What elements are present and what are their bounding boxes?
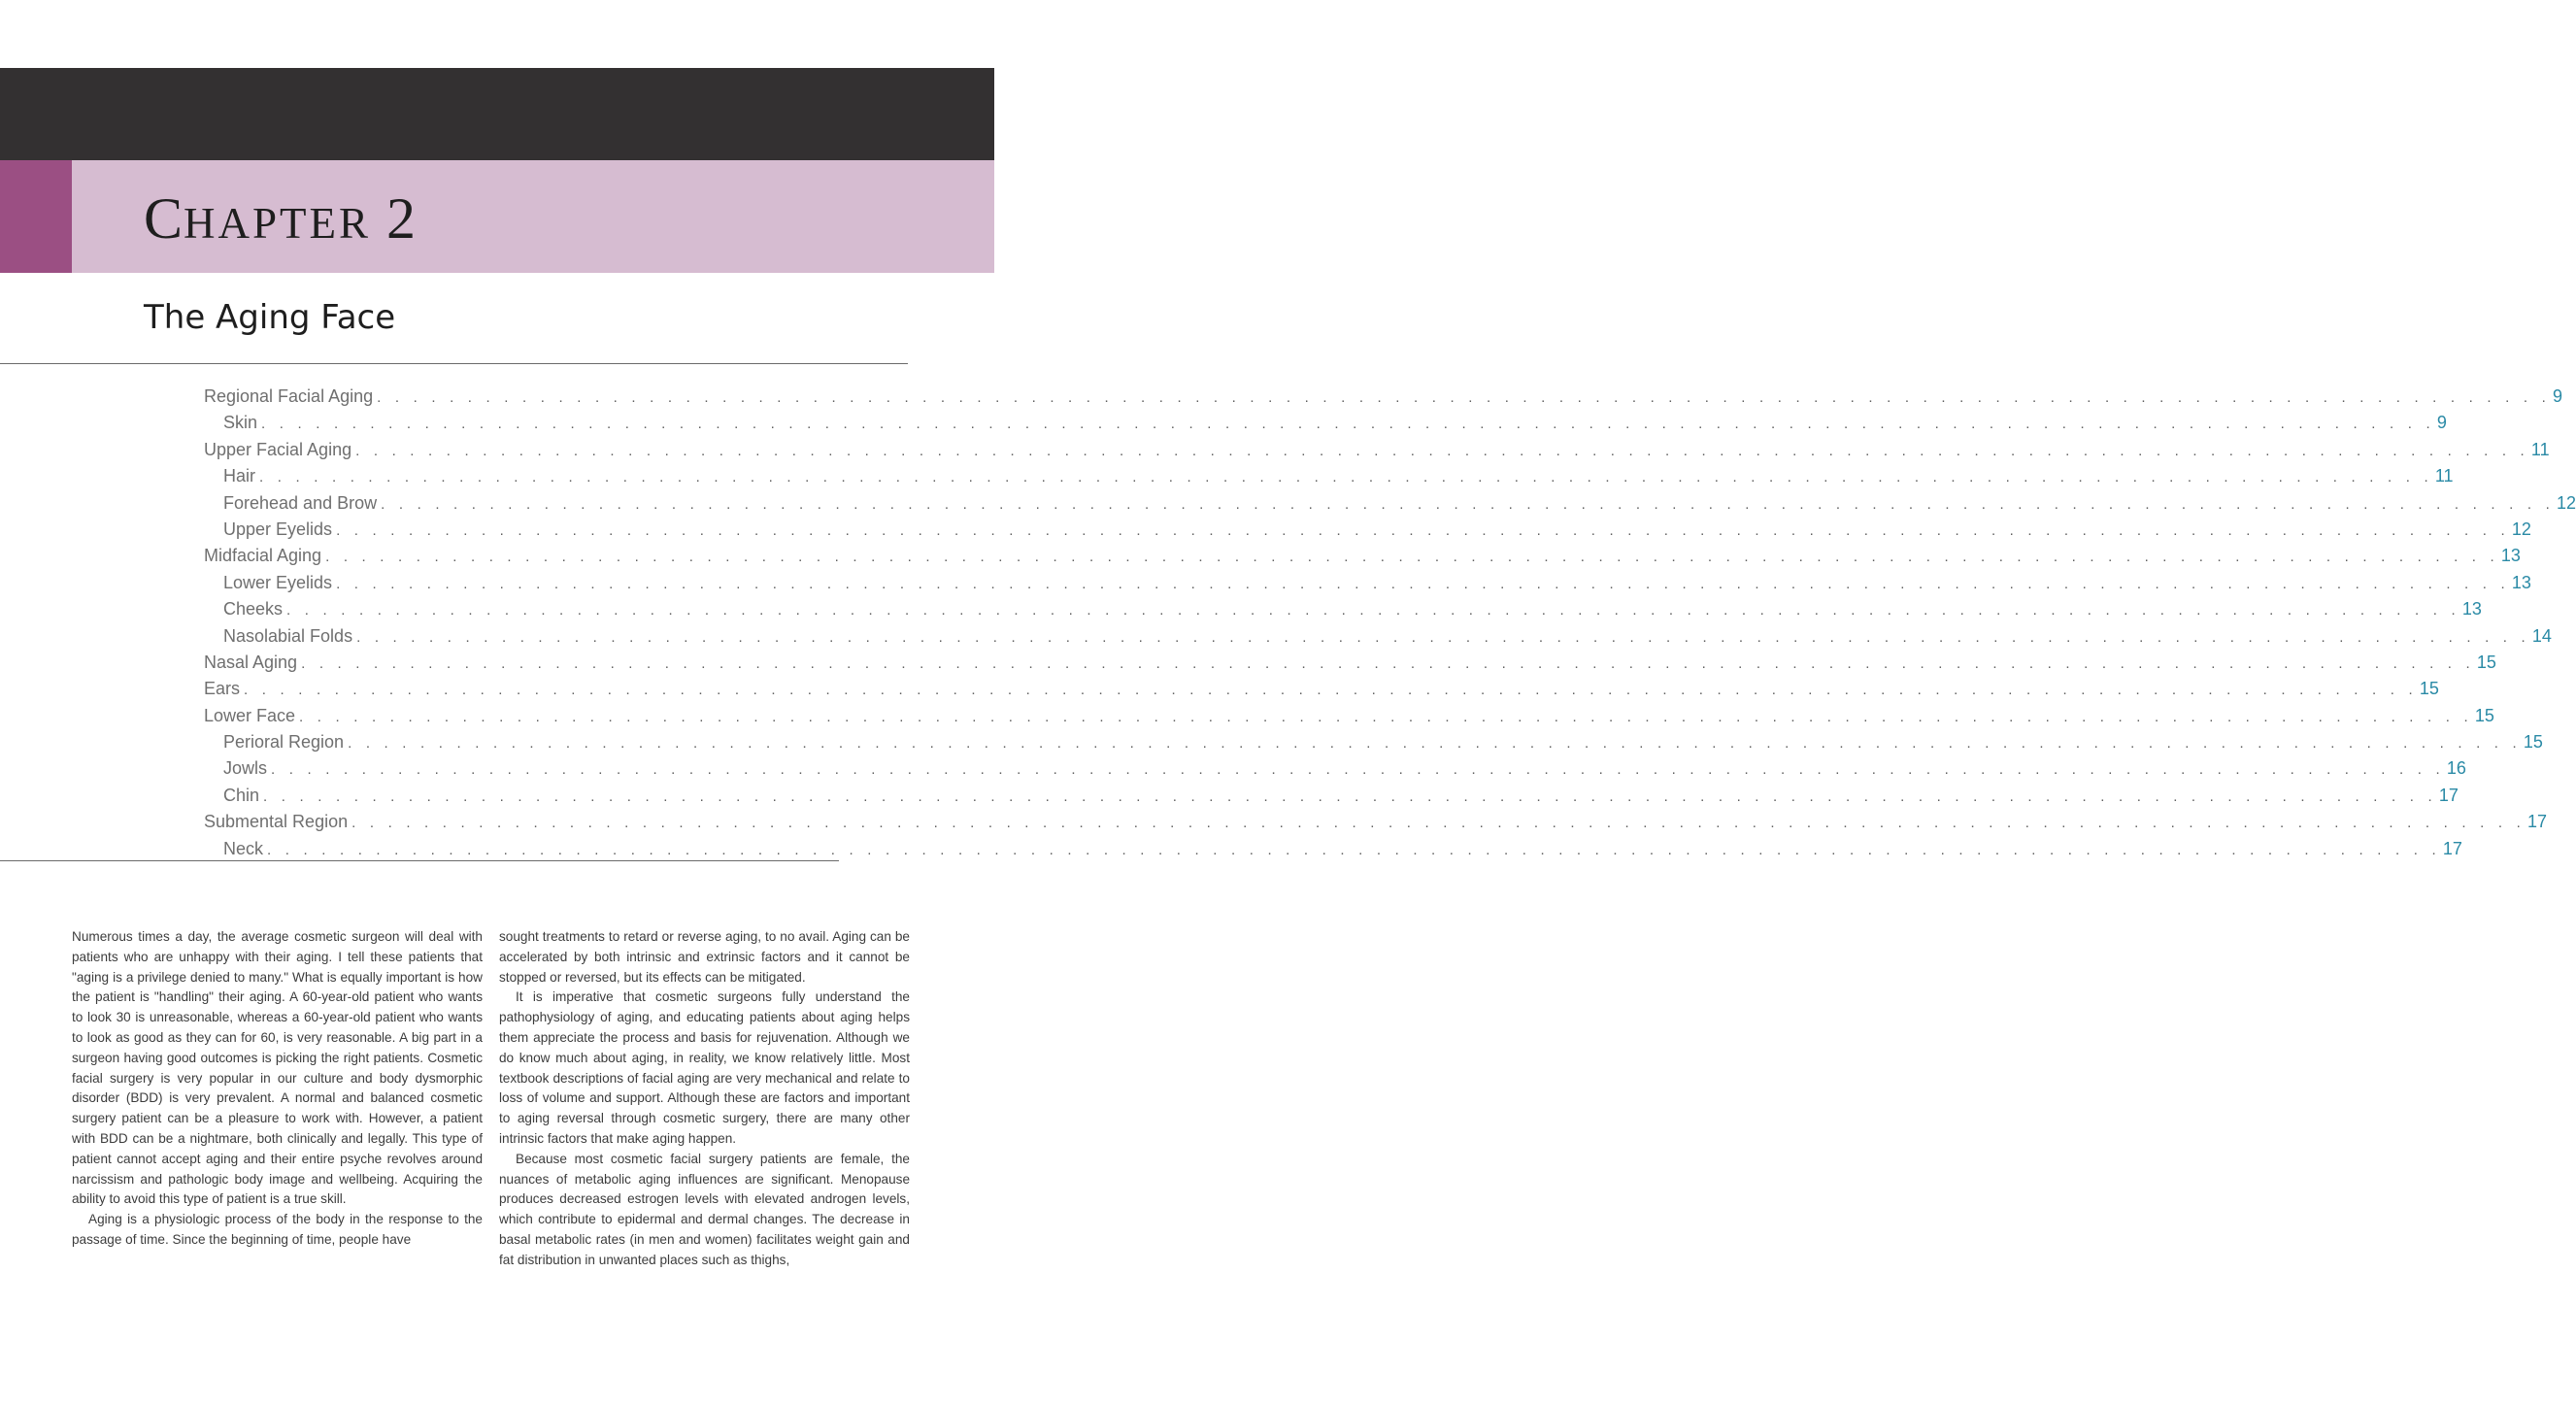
toc-entry[interactable] xyxy=(204,755,2466,782)
toc-entry-page[interactable]: 12 xyxy=(2511,519,2531,539)
toc-top-rule xyxy=(0,363,908,364)
chapter-label-rest: HAPTER xyxy=(184,199,372,248)
toc-entry-title: Midfacial Aging xyxy=(204,546,322,566)
toc-entry-title: Lower Face xyxy=(204,705,296,725)
toc-dot-leader: . . . . . . . . . . . . . . . . . . . . . . . . . . . . . . . . . . . . . . . . . . . . . . . . . . . . . . . . . . . . . . . . . . . . . . . . . . . . . . . . . . . . . . . . . . . . . . . . . . . . . . . . . . . . . . . . . . . . . . . . xyxy=(336,575,2510,592)
toc-dot-leader: . . . . . . . . . . . . . . . . . . . . . . . . . . . . . . . . . . . . . . . . . . . . . . . . . . . . . . . . . . . . . . . . . . . . . . . . . . . . . . . . . . . . . . . . . . . . . . . . . . . . . . . . . . . . . . . . . . . . . . . . xyxy=(261,416,2435,433)
toc-entry-title: Lower Eyelids xyxy=(223,572,333,592)
chapter-label-initial: C xyxy=(144,186,184,251)
toc-entry-page[interactable]: 13 xyxy=(2511,572,2531,592)
toc-entry-title: Skin xyxy=(223,413,258,433)
toc-dot-leader: . . . . . . . . . . . . . . . . . . . . . . . . . . . . . . . . . . . . . . . . . . . . . . . . . . . . . . . . . . . . . . . . . . . . . . . . . . . . . . . . . . . . . . . . . . . . . . . . . . . . . . . . . . . . . . . . . . . . . . . . xyxy=(244,682,2418,699)
toc-entry-title: Upper Eyelids xyxy=(223,519,333,539)
toc-entry[interactable] xyxy=(204,836,2462,862)
toc-entry[interactable] xyxy=(204,463,2454,489)
chapter-title: The Aging Face xyxy=(144,298,396,337)
toc-entry-page[interactable]: 17 xyxy=(2526,812,2547,832)
toc-entry-page[interactable]: 13 xyxy=(2461,599,2482,619)
toc-dot-leader: . . . . . . . . . . . . . . . . . . . . . . . . . . . . . . . . . . . . . . . . . . . . . . . . . . . . . . . . . . . . . . . . . . . . . . . . . . . . . . . . . . . . . . . . . . . . . . . . . . . . . . . . . . . . . . . . . . . . . . . . xyxy=(267,841,2441,858)
toc-bottom-rule xyxy=(0,860,839,861)
toc-dot-leader: . . . . . . . . . . . . . . . . . . . . . . . . . . . . . . . . . . . . . . . . . . . . . . . . . . . . . . . . . . . . . . . . . . . . . . . . . . . . . . . . . . . . . . . . . . . . . . . . . . . . . . . . . . . . . . . . . . . . . . . . xyxy=(286,602,2460,619)
table-of-contents xyxy=(204,384,2576,862)
toc-entry-page[interactable]: 15 xyxy=(2419,679,2439,699)
toc-dot-leader: . . . . . . . . . . . . . . . . . . . . . . . . . . . . . . . . . . . . . . . . . . . . . . . . . . . . . . . . . . . . . . . . . . . . . . . . . . . . . . . . . . . . . . . . . . . . . . . . . . . . . . . . . . . . . . . . . . . . . . . . xyxy=(381,495,2555,513)
toc-entry-title: Submental Region xyxy=(204,812,349,832)
toc-entry-title: Hair xyxy=(223,466,256,486)
toc-entry-page[interactable]: 17 xyxy=(2438,785,2459,805)
toc-dot-leader: . . . . . . . . . . . . . . . . . . . . . . . . . . . . . . . . . . . . . . . . . . . . . . . . . . . . . . . . . . . . . . . . . . . . . . . . . . . . . . . . . . . . . . . . . . . . . . . . . . . . . . . . . . . . . . . . . . . . . . . . xyxy=(259,469,2433,486)
toc-entry[interactable] xyxy=(204,650,2496,676)
toc-dot-leader: . . . . . . . . . . . . . . . . . . . . . . . . . . . . . . . . . . . . . . . . . . . . . . . . . . . . . . . . . . . . . . . . . . . . . . . . . . . . . . . . . . . . . . . . . . . . . . . . . . . . . . . . . . . . . . . . . . . . . . . . xyxy=(263,787,2437,805)
toc-entry-page[interactable]: 11 xyxy=(2434,466,2454,486)
toc-entry-page[interactable]: 15 xyxy=(2474,705,2494,725)
toc-entry[interactable] xyxy=(204,703,2494,729)
toc-entry-title: Ears xyxy=(204,679,241,699)
toc-entry-page[interactable]: 17 xyxy=(2442,838,2462,858)
toc-dot-leader: . . . . . . . . . . . . . . . . . . . . . . . . . . . . . . . . . . . . . . . . . . . . . . . . . . . . . . . . . . . . . . . . . . . . . . . . . . . . . . . . . . . . . . . . . . . . . . . . . . . . . . . . . . . . . . . . . . . . . . . . xyxy=(355,442,2529,459)
toc-entry-title: Jowls xyxy=(223,758,268,779)
body-paragraph: Because most cosmetic facial surgery patients are female, the nuances of metabolic aging influences are significant. Menopause produces decreased estrogen levels with elevated androgen levels, which contribute to epidermal and dermal changes. The decrease in basal metabolic rates (in men and women) facilitates weight gain and fat distribution in unwanted places such as thighs, xyxy=(499,1151,910,1267)
toc-dot-leader: . . . . . . . . . . . . . . . . . . . . . . . . . . . . . . . . . . . . . . . . . . . . . . . . . . . . . . . . . . . . . . . . . . . . . . . . . . . . . . . . . . . . . . . . . . . . . . . . . . . . . . . . . . . . . . . . . . . . . . . . xyxy=(336,521,2510,539)
toc-entry-page[interactable]: 14 xyxy=(2531,625,2552,646)
body-paragraph: Numerous times a day, the average cosmetic surgeon will deal with patients who are unhappy with their aging. I tell these patients that "aging is a privilege denied to many." What is equally important is how the patient is "handling" their aging. A 60-year-old patient who wants to look 30 is unreasonable, whereas a 60-year-old patient who wants to look as good as they can for 60, is very reasonable. A big part in a surgeon having good outcomes is picking the right patients. Cosmetic facial surgery is very popular in our culture and body dysmorphic disorder (BDD) is very prevalent. A normal and balanced cosmetic surgery patient can be a pleasure to work with. However, a patient with BDD can be a nightmare, both clinically and legally. This type of patient cannot accept aging and their entire psyche revolves around narcissism and pathologic body image and wellbeing. Acquiring the ability to avoid this type of patient is a true skill. xyxy=(72,929,483,1207)
body-column-left xyxy=(72,927,483,1251)
toc-entry-page[interactable]: 11 xyxy=(2530,439,2550,459)
toc-dot-leader: . . . . . . . . . . . . . . . . . . . . . . . . . . . . . . . . . . . . . . . . . . . . . . . . . . . . . . . . . . . . . . . . . . . . . . . . . . . . . . . . . . . . . . . . . . . . . . . . . . . . . . . . . . . . . . . . . . . . . . . . xyxy=(348,735,2522,753)
toc-entry[interactable] xyxy=(204,437,2550,463)
toc-entry[interactable] xyxy=(204,570,2531,596)
toc-dot-leader: . . . . . . . . . . . . . . . . . . . . . . . . . . . . . . . . . . . . . . . . . . . . . . . . . . . . . . . . . . . . . . . . . . . . . . . . . . . . . . . . . . . . . . . . . . . . . . . . . . . . . . . . . . . . . . . . . . . . . . . . xyxy=(299,708,2473,725)
toc-entry-page[interactable]: 15 xyxy=(2523,732,2543,753)
toc-entry-page[interactable]: 12 xyxy=(2556,492,2576,513)
toc-dot-leader: . . . . . . . . . . . . . . . . . . . . . . . . . . . . . . . . . . . . . . . . . . . . . . . . . . . . . . . . . . . . . . . . . . . . . . . . . . . . . . . . . . . . . . . . . . . . . . . . . . . . . . . . . . . . . . . . . . . . . . . . xyxy=(377,389,2551,406)
chapter-label xyxy=(144,186,417,255)
body-column-right xyxy=(499,927,910,1271)
toc-entry-page[interactable]: 9 xyxy=(2436,413,2447,433)
toc-entry[interactable] xyxy=(204,490,2576,517)
toc-entry[interactable] xyxy=(204,676,2439,702)
toc-dot-leader: . . . . . . . . . . . . . . . . . . . . . . . . . . . . . . . . . . . . . . . . . . . . . . . . . . . . . . . . . . . . . . . . . . . . . . . . . . . . . . . . . . . . . . . . . . . . . . . . . . . . . . . . . . . . . . . . . . . . . . . . xyxy=(271,761,2445,779)
toc-entry-page[interactable]: 16 xyxy=(2446,758,2466,779)
toc-dot-leader: . . . . . . . . . . . . . . . . . . . . . . . . . . . . . . . . . . . . . . . . . . . . . . . . . . . . . . . . . . . . . . . . . . . . . . . . . . . . . . . . . . . . . . . . . . . . . . . . . . . . . . . . . . . . . . . . . . . . . . . . xyxy=(356,628,2530,646)
toc-entry[interactable] xyxy=(204,410,2447,436)
toc-entry-page[interactable]: 9 xyxy=(2552,386,2562,406)
body-paragraph: Aging is a physiologic process of the body in the response to the passage of time. Since the beginning of time, people have xyxy=(72,1212,483,1247)
body-paragraph: sought treatments to retard or reverse aging, to no avail. Aging can be accelerated by both intrinsic and extrinsic factors and it cannot be stopped or reversed, but its effects can be mitigated. xyxy=(499,929,910,985)
header-accent-block xyxy=(0,160,72,273)
toc-dot-leader: . . . . . . . . . . . . . . . . . . . . . . . . . . . . . . . . . . . . . . . . . . . . . . . . . . . . . . . . . . . . . . . . . . . . . . . . . . . . . . . . . . . . . . . . . . . . . . . . . . . . . . . . . . . . . . . . . . . . . . . . xyxy=(325,549,2499,566)
chapter-number: 2 xyxy=(386,186,418,251)
toc-entry[interactable] xyxy=(204,596,2482,622)
toc-entry[interactable] xyxy=(204,809,2547,835)
toc-entry-title: Regional Facial Aging xyxy=(204,386,374,406)
toc-entry[interactable] xyxy=(204,783,2459,809)
toc-dot-leader: . . . . . . . . . . . . . . . . . . . . . . . . . . . . . . . . . . . . . . . . . . . . . . . . . . . . . . . . . . . . . . . . . . . . . . . . . . . . . . . . . . . . . . . . . . . . . . . . . . . . . . . . . . . . . . . . . . . . . . . . xyxy=(351,815,2526,832)
toc-entry-title: Forehead and Brow xyxy=(223,492,378,513)
toc-entry-page[interactable]: 15 xyxy=(2476,652,2496,672)
toc-entry-page[interactable]: 13 xyxy=(2500,546,2521,566)
toc-entry-title: Cheeks xyxy=(223,599,284,619)
toc-entry-title: Neck xyxy=(223,838,264,858)
toc-entry-title: Perioral Region xyxy=(223,732,345,753)
toc-entry[interactable] xyxy=(204,384,2562,410)
toc-entry-title: Nasal Aging xyxy=(204,652,298,672)
toc-entry[interactable] xyxy=(204,543,2521,569)
toc-entry-title: Nasolabial Folds xyxy=(223,625,353,646)
toc-entry-title: Upper Facial Aging xyxy=(204,439,352,459)
toc-entry-title: Chin xyxy=(223,785,260,805)
toc-dot-leader: . . . . . . . . . . . . . . . . . . . . . . . . . . . . . . . . . . . . . . . . . . . . . . . . . . . . . . . . . . . . . . . . . . . . . . . . . . . . . . . . . . . . . . . . . . . . . . . . . . . . . . . . . . . . . . . . . . . . . . . . xyxy=(301,654,2475,672)
toc-entry[interactable] xyxy=(204,517,2531,543)
body-paragraph: It is imperative that cosmetic surgeons fully understand the pathophysiology of aging, and educating patients about aging helps them appreciate the process and basis for rejuvenation. Although we do know much about aging, in reality, we know relatively little. Most textbook descriptions of facial aging are very mechanical and relate to loss of volume and support. Although these are factors and important to aging reversal through cosmetic surgery, there are many other intrinsic factors that make aging happen. xyxy=(499,989,910,1146)
toc-entry[interactable] xyxy=(204,623,2552,650)
toc-entry[interactable] xyxy=(204,729,2543,755)
header-dark-band xyxy=(0,68,994,160)
